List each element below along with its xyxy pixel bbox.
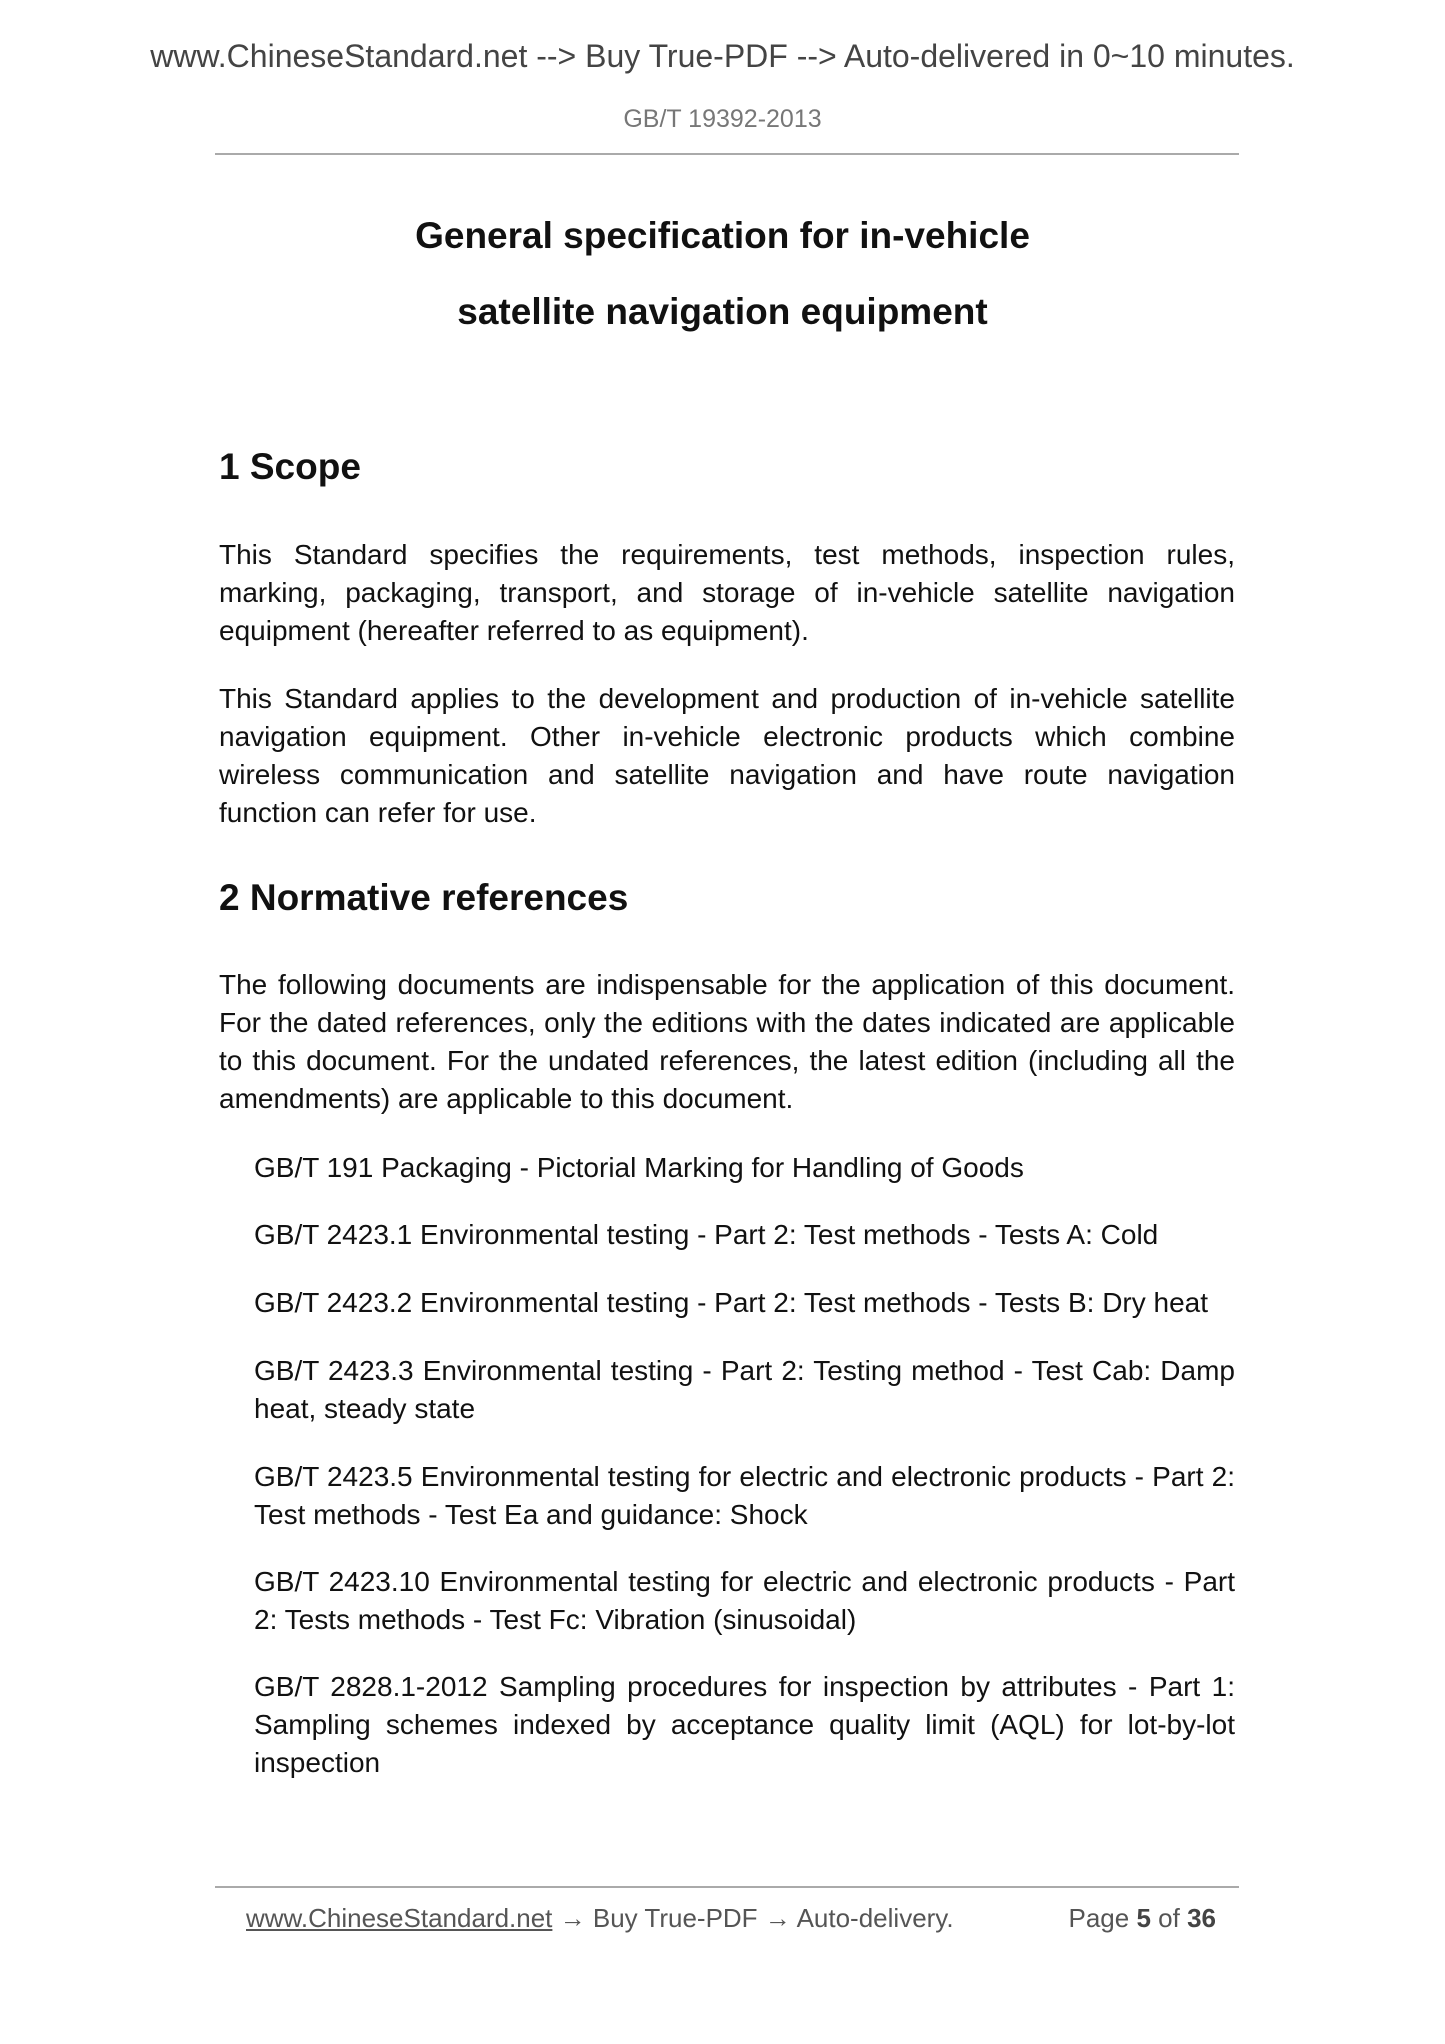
reference-item: GB/T 2828.1-2012 Sampling procedures for inspection by attributes - Part 1: Sampling schemes indexed by acceptance quality limit (AQL) for lot-by-lot inspection [254, 1671, 1235, 1778]
total-pages: 36 [1187, 1903, 1216, 1933]
section-heading-scope: 1 Scope [219, 446, 361, 487]
footer-site-link[interactable]: www.ChineseStandard.net [246, 1903, 553, 1933]
section-heading-normative-references: 2 Normative references [219, 877, 629, 918]
page-label: Page [1068, 1903, 1130, 1933]
document-title-line2: satellite navigation equipment [457, 291, 988, 332]
reference-item: GB/T 2423.10 Environmental testing for electric and electronic products - Part 2: Tests methods - Test Fc: Vibration (sinusoidal) [254, 1566, 1235, 1635]
top-banner: www.ChineseStandard.net --> Buy True-PDF --> Auto-delivered in 0~10 minutes. [150, 38, 1295, 74]
page-footer [246, 1903, 1216, 1934]
footer-divider [215, 1886, 1239, 1888]
reference-item: GB/T 2423.2 Environmental testing - Part 2: Test methods - Tests B: Dry heat [254, 1287, 1209, 1318]
reference-item: GB/T 2423.1 Environmental testing - Part 2: Test methods - Tests A: Cold [254, 1219, 1159, 1250]
reference-item: GB/T 2423.5 Environmental testing for electric and electronic products - Part 2: Test methods - Test Ea and guidance: Shock [254, 1461, 1235, 1530]
references-intro-paragraph: The following documents are indispensable for the application of this document. For the dated references, only the editions with the dates indicated are applicable to this document. For the undated references, the latest edition (including all the amendments) are applicable to this document. [219, 969, 1235, 1114]
scope-paragraph-2: This Standard applies to the development and production of in-vehicle satellite navigation equipment. Other in-vehicle electronic products which combine wireless communication and satellite navigation and have route navigation function can refer for use. [219, 683, 1235, 828]
document-title-line1: General specification for in-vehicle [415, 215, 1030, 256]
scope-paragraph-1: This Standard specifies the requirements, test methods, inspection rules, marking, packaging, transport, and storage of in-vehicle satellite navigation equipment (hereafter referred to as equipment). [219, 539, 1235, 646]
reference-item: GB/T 2423.3 Environmental testing - Part 2: Testing method - Test Cab: Damp heat, steady state [254, 1355, 1235, 1424]
document-code: GB/T 19392-2013 [623, 105, 822, 133]
of-label: of [1158, 1903, 1180, 1933]
header-divider [215, 153, 1239, 155]
footer-text: → Buy True-PDF → Auto-delivery. [552, 1903, 954, 1933]
reference-item: GB/T 191 Packaging - Pictorial Marking for Handling of Goods [254, 1152, 1024, 1183]
current-page: 5 [1136, 1903, 1151, 1933]
page-indicator [1068, 1903, 1216, 1934]
